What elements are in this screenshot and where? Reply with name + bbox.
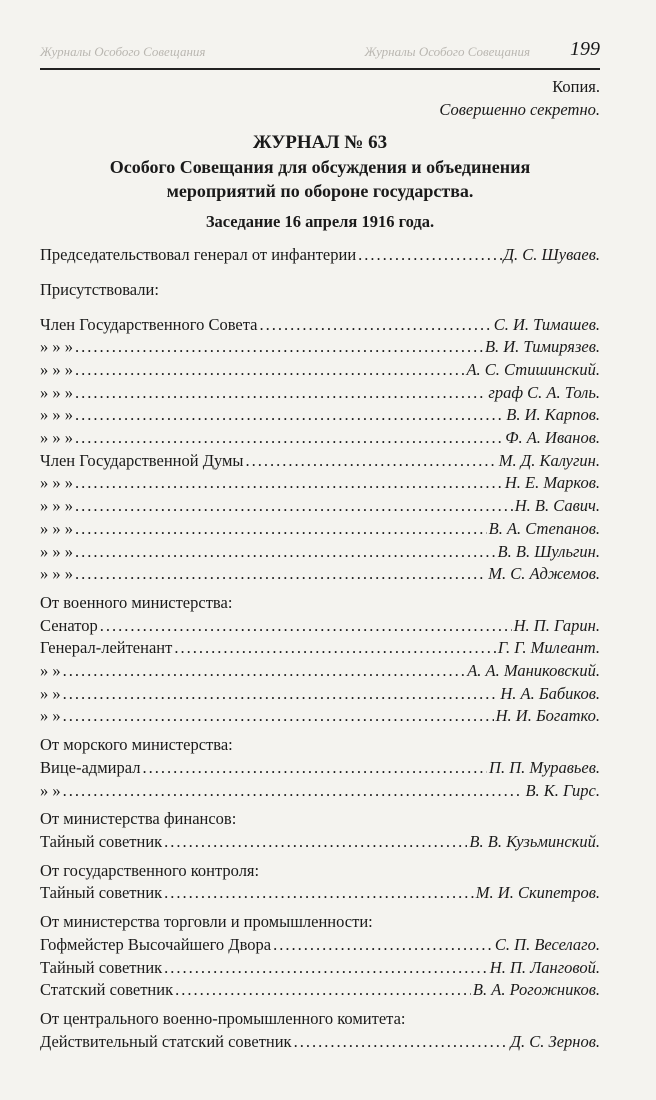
navy-ministry-row: Вице-адмирал ..... П. П. Муравьев. [40, 757, 600, 780]
secret-label: Совершенно секретно. [439, 99, 600, 119]
central-committee-row: Действительный статский советник ..... Д. С. Зернов. [40, 1031, 600, 1054]
finance-ministry-row: Тайный советник ..... В. В. Кузьминский. [40, 831, 600, 854]
duma-row: » » » ..... В. В. Шульгин. [40, 541, 600, 564]
session-date: Заседание 16 апреля 1916 года. [205, 212, 435, 232]
document-body [40, 76, 600, 1053]
trade-ministry-row: Статский советник ..... В. А. Рогожников. [40, 979, 600, 1002]
duma-row: » » » ..... В. А. Степанов. [40, 518, 600, 541]
running-title [40, 44, 600, 60]
page-header [40, 0, 600, 70]
duma-row: » » » ..... М. С. Аджемов. [40, 563, 600, 586]
journal-subtitle-line-1: Особого Совещания для обсуждения и объединения [109, 157, 531, 178]
war-ministry-row: Сенатор ..... Н. П. Гарин. [40, 615, 600, 638]
duma-row: » » » ..... Н. Е. Марков. [40, 472, 600, 495]
navy-ministry-row: » » ..... В. К. Гирс. [40, 780, 600, 803]
running-title-right: Журналы Особого Совещания [364, 44, 530, 59]
trade-ministry-row: Гофмейстер Высочайшего Двора ..... С. П. Веселаго. [40, 934, 600, 957]
duma-row: Член Государственной Думы ..... М. Д. Калугин. [40, 450, 600, 473]
running-title-left: Журналы Особого Совещания [40, 44, 206, 59]
state-council-row: Член Государственного Совета ..... С. И. Тимашев. [40, 314, 600, 337]
header-rule [40, 68, 600, 70]
copy-label: Копия. [552, 77, 600, 96]
state-council-row: » » » ..... граф С. А. Толь. [40, 382, 600, 405]
duma-row: » » » ..... Н. В. Савич. [40, 495, 600, 518]
state-council-row: » » » ..... В. И. Карпов. [40, 404, 600, 427]
journal-subtitle-line-2: мероприятий по обороне государства. [166, 181, 474, 202]
state-council-row: » » » ..... Ф. А. Иванов. [40, 427, 600, 450]
war-ministry-row: » » ..... Н. И. Богатко. [40, 705, 600, 728]
present-label: Присутствовали: [40, 279, 159, 299]
navy-ministry-heading: От морского министерства: [40, 735, 233, 755]
central-committee-heading: От центрального военно-промышленного комитета: [40, 1008, 406, 1028]
state-council-row: » » » ..... В. И. Тимирязев. [40, 336, 600, 359]
chair-row: Председательствовал генерал от инфантерии ..... Д. С. Шуваев. [40, 244, 600, 267]
state-control-row: Тайный советник ..... М. И. Скипетров. [40, 882, 600, 905]
journal-title: ЖУРНАЛ № 63 [252, 132, 388, 154]
war-ministry-row: Генерал-лейтенант ..... Г. Г. Милеант. [40, 637, 600, 660]
war-ministry-heading: От военного министерства: [40, 592, 233, 612]
state-control-heading: От государственного контроля: [40, 860, 260, 880]
page-number: 199 [570, 38, 600, 60]
trade-ministry-heading: От министерства торговли и промышленности: [40, 912, 373, 932]
finance-ministry-heading: От министерства финансов: [40, 809, 237, 829]
trade-ministry-row: Тайный советник ..... Н. П. Ланговой. [40, 957, 600, 980]
war-ministry-row: » » ..... А. А. Маниковский. [40, 660, 600, 683]
state-council-row: » » » ..... А. С. Стишинский. [40, 359, 600, 382]
war-ministry-row: » » ..... Н. А. Бабиков. [40, 683, 600, 706]
